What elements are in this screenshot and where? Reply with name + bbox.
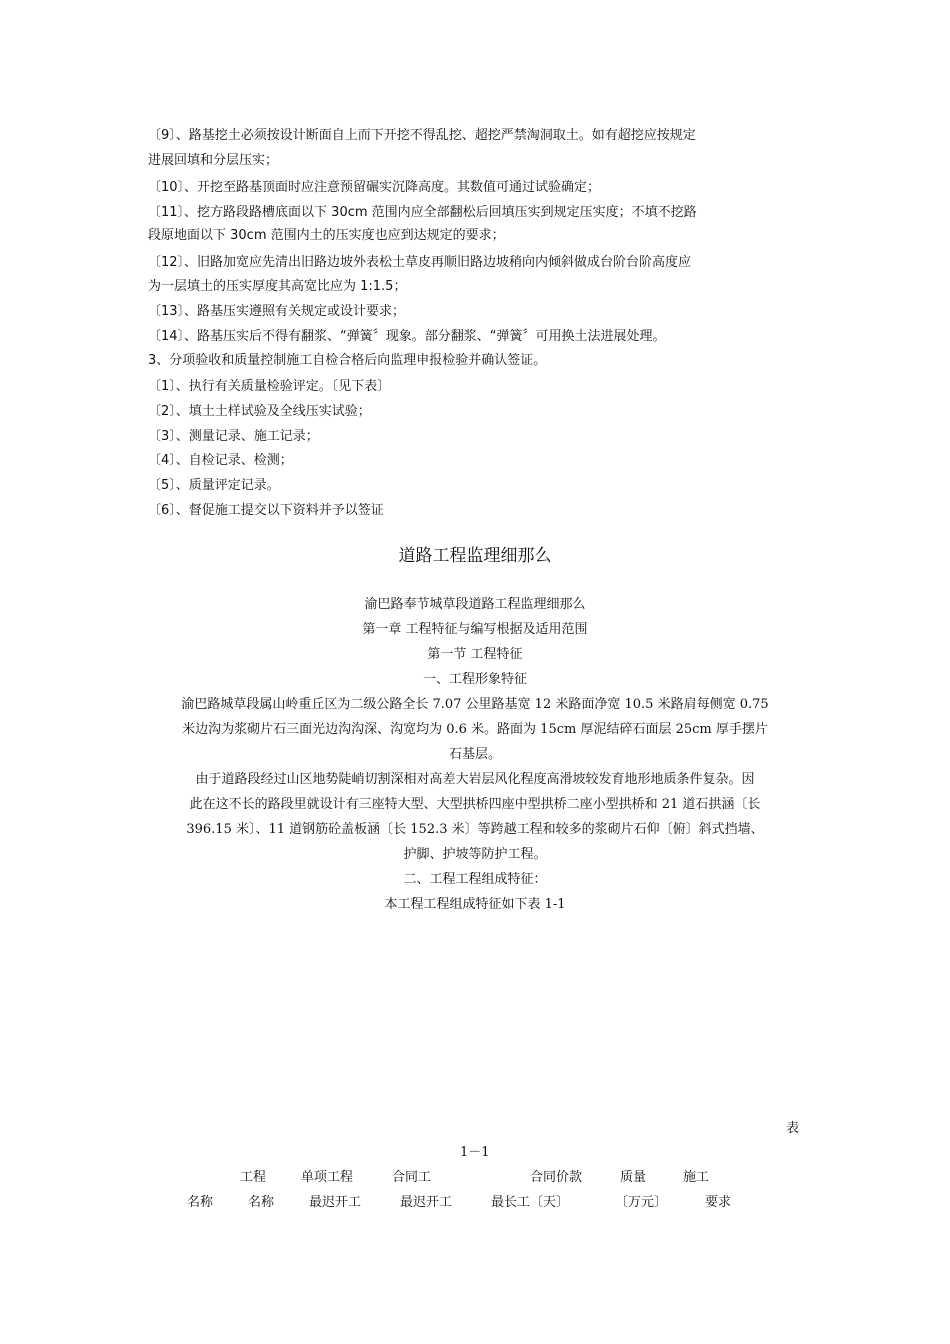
table-header-cell: 名称: [187, 1195, 214, 1210]
text-line: 〔9〕、路基挖土必须按设计断面自上而下开挖不得乱挖、超挖严禁淘洞取土。如有超挖应按规定: [148, 128, 696, 143]
paragraph-line: 396.15 米〕、11 道钢筋砼盖板涵〔长 152.3 米〕等跨越工程和较多的浆砌片石仰〔俯〕斜式挡墙、: [186, 822, 764, 837]
text-line: 〔2〕、填土土样试验及全线压实试验；: [148, 404, 371, 419]
text-line: 段原地面以下 30cm 范围内土的压实度也应到达规定的要求；: [148, 228, 505, 243]
paragraph-line: 石基层。: [448, 747, 501, 762]
table-header-cell: 要求: [705, 1195, 732, 1210]
text-line: 〔1〕、执行有关质量检验评定。〔见下表〕: [148, 379, 391, 394]
text-line: 〔13〕、路基压实遵照有关规定或设计要求；: [148, 304, 406, 319]
table-header-cell: 最迟开工: [400, 1195, 453, 1210]
table-header-cell: 质量: [620, 1170, 647, 1185]
text-line: 进展回填和分层压实；: [148, 153, 279, 168]
table-header-cell: 工程: [240, 1170, 267, 1185]
table-intro: 本工程工程组成特征如下表 1-1: [384, 897, 566, 912]
document-title: 道路工程监理细那么: [398, 546, 552, 566]
text-line: 为一层填土的压实厚度其高宽比应为 1:1.5；: [148, 279, 407, 294]
text-line: 〔10〕、开挖至路基顶面时应注意预留碾实沉降高度。其数值可通过试验确定；: [148, 180, 601, 195]
table-header-cell: 合同价款: [530, 1170, 583, 1185]
table-header-cell: 名称: [248, 1195, 275, 1210]
paragraph-line: 由于道路段经过山区地势陡峭切割深相对高差大岩层风化程度高滑坡较发育地形地质条件复杂。因: [195, 772, 755, 787]
table-header-cell: 施工: [683, 1170, 710, 1185]
text-line: 〔5〕、质量评定记录。: [148, 478, 280, 493]
table-label: 表: [786, 1121, 800, 1136]
table-header-cell: 最迟开工: [309, 1195, 362, 1210]
table-number: 1－1: [460, 1145, 490, 1160]
text-line: 〔4〕、自检记录、检测；: [148, 453, 293, 468]
heading-project-features: 一、工程形象特征: [422, 672, 527, 687]
text-line: 〔11〕、挖方路段路槽底面以下 30cm 范围内应全部翻松后回填压实到规定压实度；不填不挖路: [148, 205, 697, 220]
subtitle: 渝巴路奉节城草段道路工程监理细那么: [364, 597, 586, 612]
section-heading: 第一节 工程特征: [427, 647, 523, 662]
paragraph-line: 此在这不长的路段里就设计有三座特大型、大型拱桥四座中型拱桥二座小型拱桥和 21 道石拱涵〔长: [189, 797, 761, 812]
chapter-heading: 第一章 工程特征与编写根据及适用范围: [362, 622, 588, 637]
table-header-cell: 单项工程: [301, 1170, 354, 1185]
table-header-cell: 最长工〔天〕: [491, 1195, 570, 1210]
paragraph-line: 米边沟为浆砌片石三面光边沟沟深、沟宽均为 0.6 米。路面为 15cm 厚泥结碎石面层 25cm 厚手摆片: [182, 722, 768, 737]
text-line: 〔14〕、路基压实后不得有翻浆、“弹簧〞现象。部分翻浆、“弹簧〞可用换土法进展处理。: [148, 329, 666, 344]
paragraph-line: 护脚、护坡等防护工程。: [403, 847, 547, 862]
text-line: 3、分项验收和质量控制施工自检合格后向监理申报检验并确认签证。: [148, 353, 547, 368]
table-header-cell: 〔万元〕: [615, 1195, 668, 1210]
heading-project-composition: 二、工程工程组成特征：: [403, 872, 547, 887]
paragraph-line: 渝巴路城草段属山岭重丘区为二级公路全长 7.07 公里路基宽 12 米路面净宽 10.5 米路肩每侧宽 0.75: [181, 697, 769, 712]
table-header-cell: 合同工: [392, 1170, 432, 1185]
text-line: 〔12〕、旧路加宽应先清出旧路边坡外表松土草皮再顺旧路边坡稍向内倾斜做成台阶台阶高度应: [148, 255, 692, 270]
text-line: 〔6〕、督促施工提交以下资料并予以签证: [148, 503, 384, 518]
text-line: 〔3〕、测量记录、施工记录；: [148, 429, 319, 444]
